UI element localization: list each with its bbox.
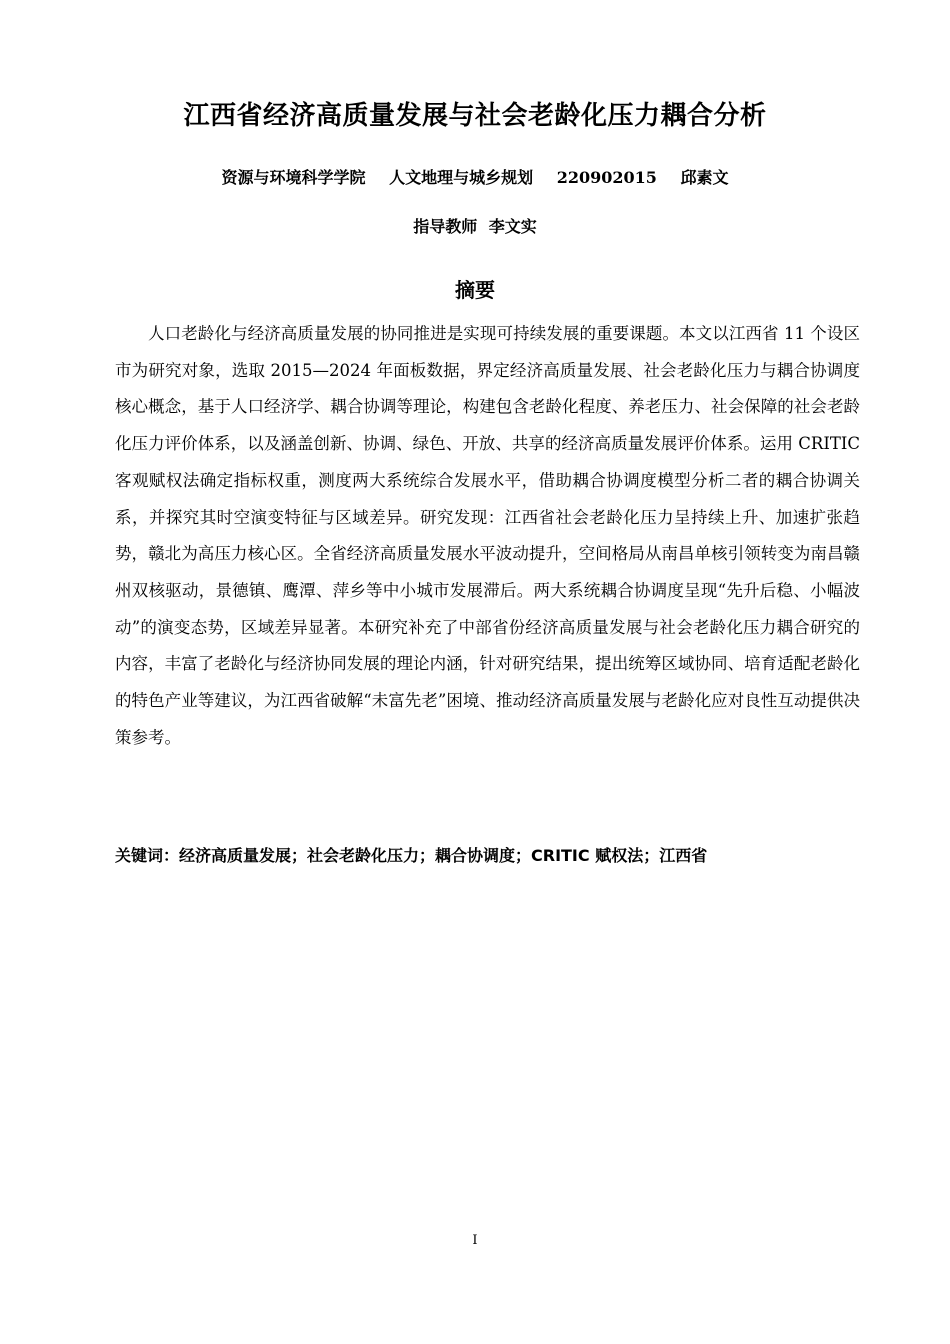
author-school: 资源与环境科学学院 [221, 168, 366, 187]
author-name: 邱素文 [680, 168, 729, 187]
paper-title: 江西省经济高质量发展与社会老龄化压力耦合分析 [183, 101, 767, 131]
author-student-id: 220902015 [556, 168, 657, 187]
advisor-label: 指导教师 [413, 217, 478, 236]
keywords-line: 关键词：经济高质量发展；社会老龄化压力；耦合协调度；CRITIC 赋权法；江西省 [115, 846, 708, 865]
author-major: 人文地理与城乡规划 [389, 168, 534, 187]
abstract-body: 人口老龄化与经济高质量发展的协同推进是实现可持续发展的重要课题。本文以江西省 11 个设区市为研究对象，选取 2015—2024 年面板数据，界定经济高质量发展、社会老龄化压力与耦合协调度核心概念，基于人口经济学、耦合协调等理论，构建包含老龄化程度、养老压力、社会保障的社会老龄化压力评价体系，以及涵盖创新、协调、绿色、开放、共享的经济高质量发展评价体系。运用 CRITIC 客观赋权法确定指标权重，测度两大系统综合发展水平，借助耦合协调度模型分析二者的耦合协调关系，并探究其时空演变特征与区域差异。研究发现：江西省社会老龄化压力呈持续上升、加速扩张趋势，赣北为高压力核心区。全省经济高质量发展水平波动提升，空间格局从南昌单核引领转变为南昌赣州双核驱动，景德镇、鹰潭、萍乡等中小城市发展滞后。两大系统耦合协调度呈现“先升后稳、小幅波动”的演变态势，区域差异显著。本研究补充了中部省份经济高质量发展与社会老龄化压力耦合研究的内容，丰富了老龄化与经济协同发展的理论内涵，针对研究结果，提出统筹区域协同、培育适配老龄化的特色产业等建议，为江西省破解“未富先老”困境、推动经济高质量发展与老龄化应对良性互动提供决策参考。 [115, 324, 860, 747]
page-number: I [472, 1233, 478, 1248]
author-info [0, 166, 950, 190]
advisor-name: 李文实 [488, 217, 537, 236]
advisor-info [0, 215, 950, 239]
abstract-heading: 摘要 [455, 278, 495, 302]
